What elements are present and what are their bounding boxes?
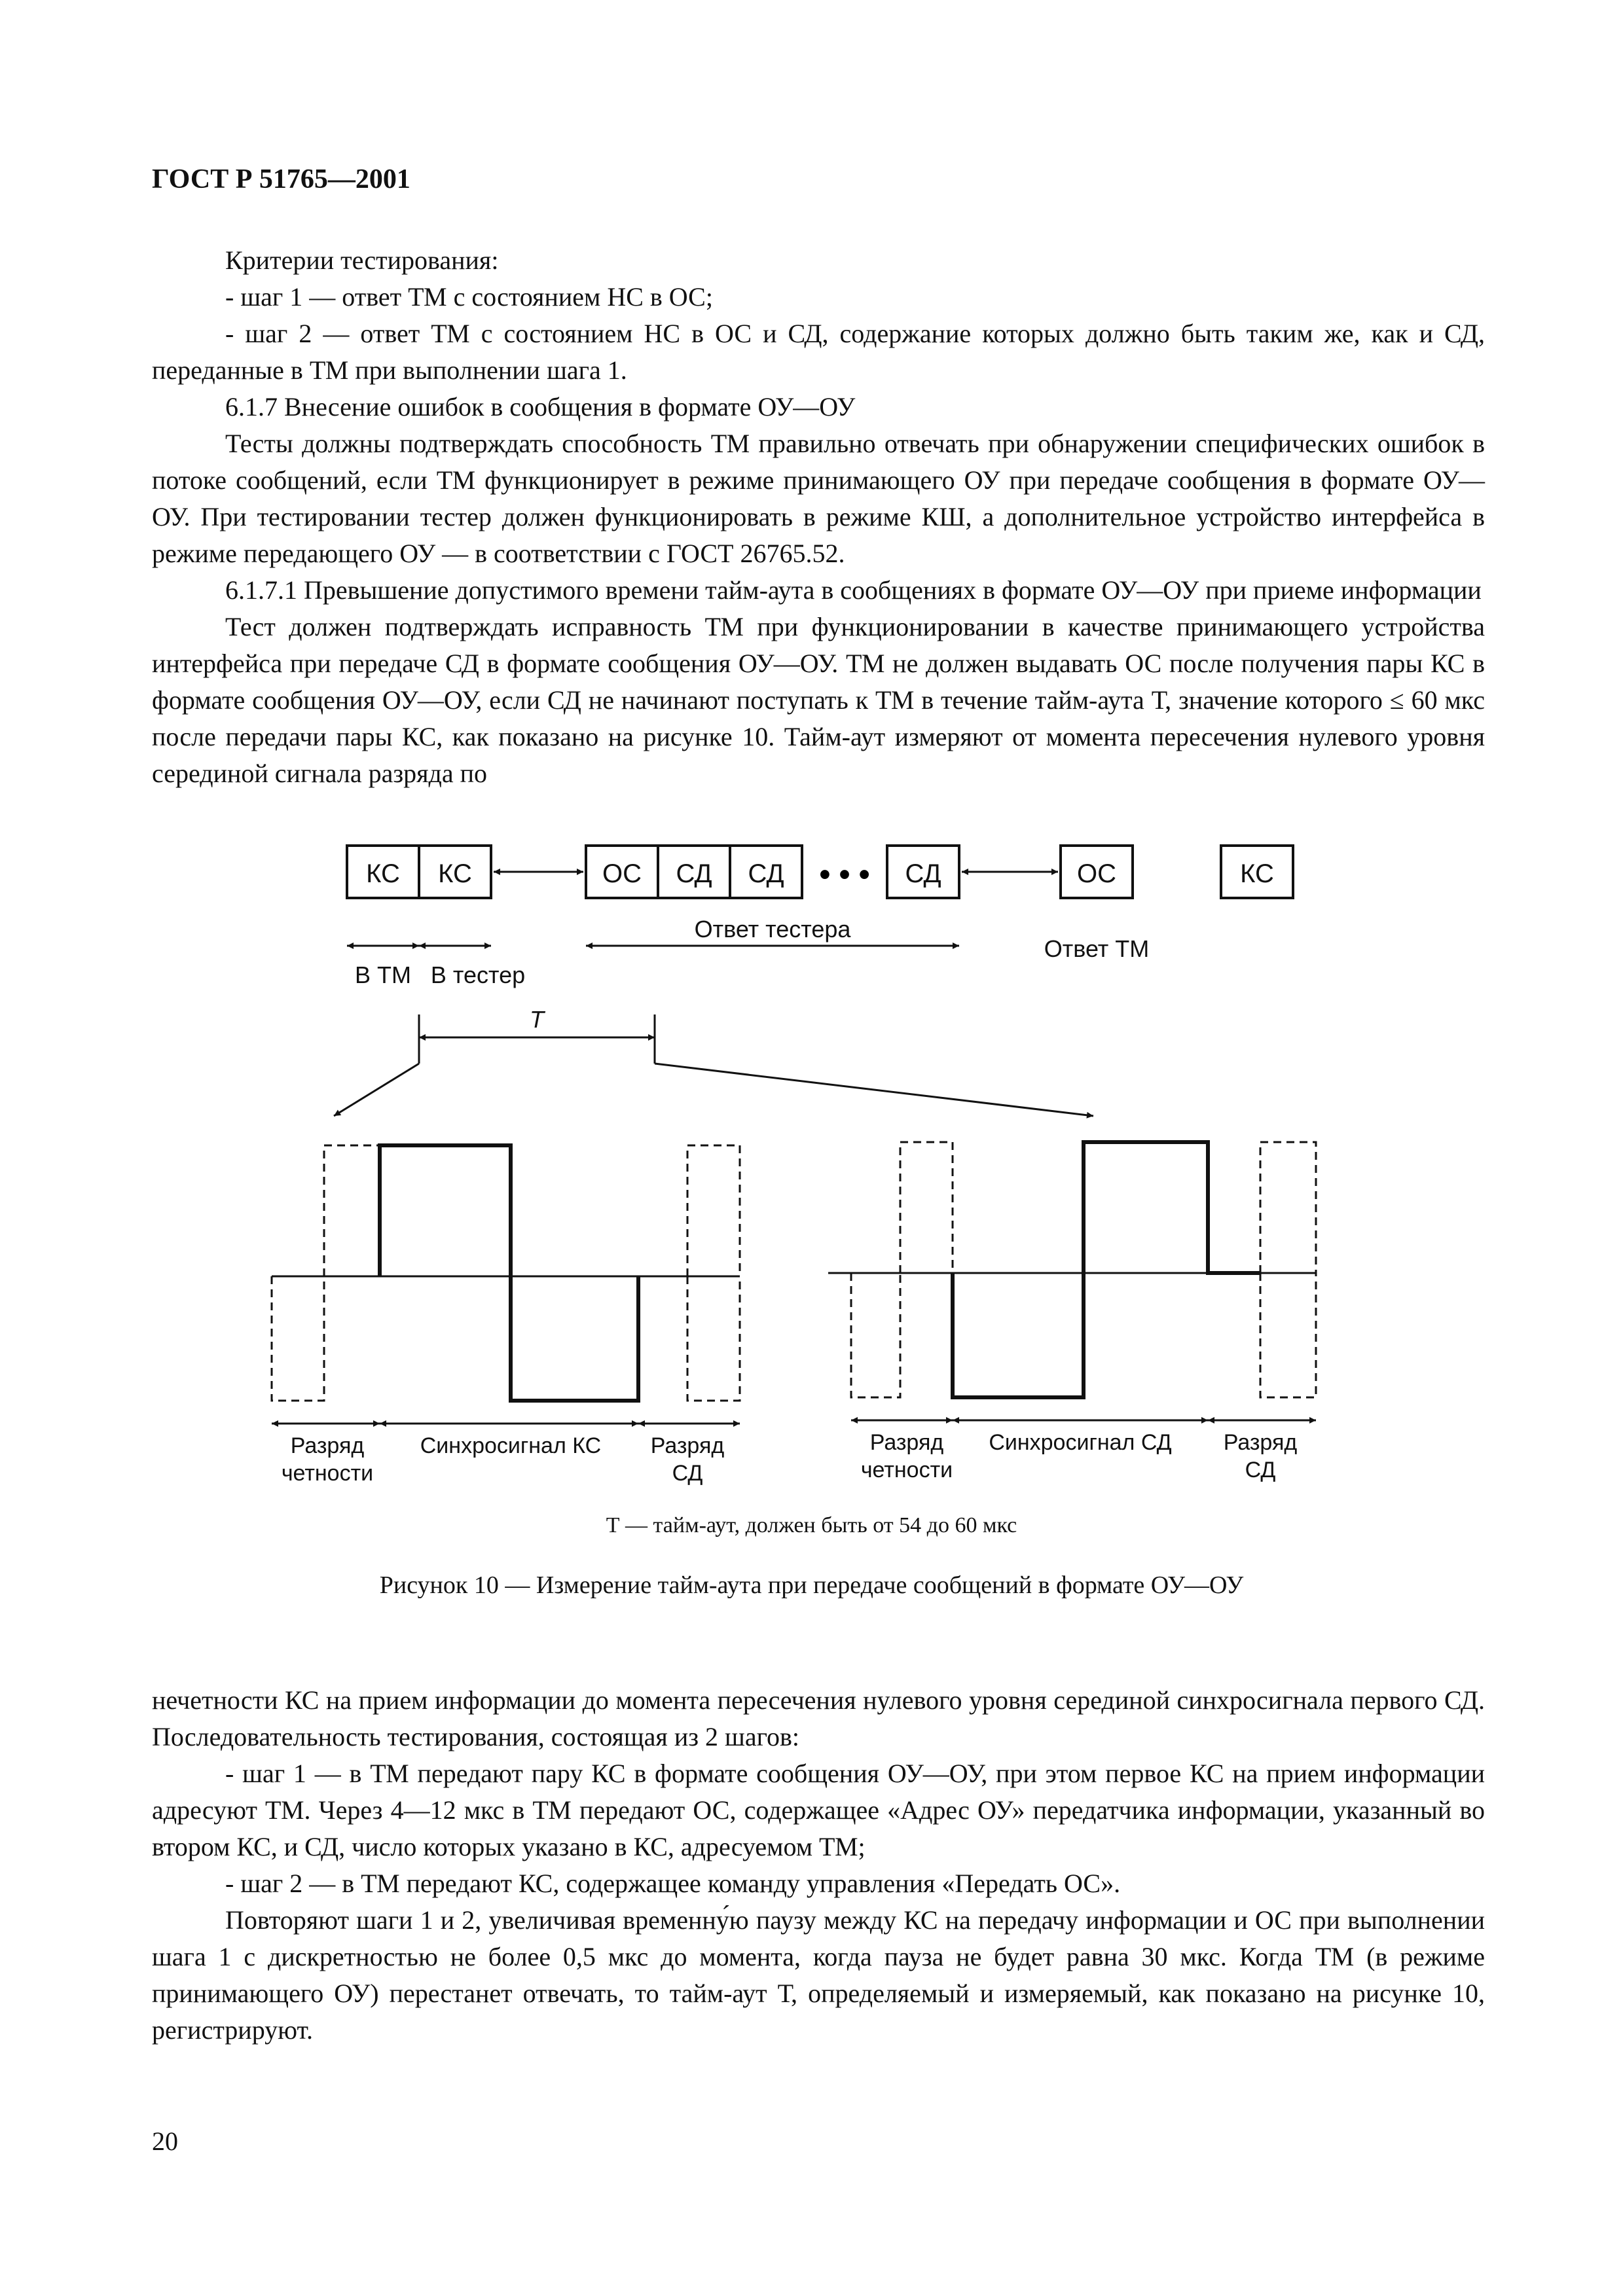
ellipsis: • • • [819,857,870,892]
label-parity: четности [281,1461,374,1486]
paragraph: нечетности КС на прием информации до момента пересечения нулевого уровня серединой синхросигнала первого СД. Последовательность тестирования, состоящая из 2 шагов: [152,1685,1485,1751]
label-parity: Разряд [869,1430,944,1455]
paragraph: Повторяют шаги 1 и 2, увеличивая временну́ю паузу между КС на передачу информации и ОС при выполнении шага 1 с дискретностью не более 0,5 мкс до момента, когда пауза не будет равна 30 мкс. Когда ТМ (в режиме принимающего ОУ) перестанет отвечать, то тайм-аут Т, определяемый и измеряемый, как показано на рисунке 10, регистрируют. [152,1905,1485,2045]
label-data-bit: СД [672,1461,703,1486]
label-parity: четности [860,1458,953,1482]
label-sync-ks: Синхросигнал КС [420,1433,602,1458]
box-label: КС [366,859,400,888]
text-block-bottom [152,1682,1485,2049]
box-label: СД [676,859,712,888]
box-label: СД [905,859,941,888]
paragraph: Тесты должны подтверждать способность ТМ правильно отвечать при обнаружении специфических ошибок в потоке сообщений, если ТМ функционирует в режиме принимающего ОУ при передаче сообщения в формате ОУ—ОУ. При тестировании тестер должен функционировать в режиме КШ, а дополнительное устройство интерфейса в режиме передающего ОУ — в соответствии с ГОСТ 26765.52. [152,429,1485,568]
figure-note: Т — тайм-аут, должен быть от 54 до 60 мкс [606,1513,1017,1537]
sync-ks-waveform [380,1145,638,1401]
tester-reply-label: Ответ тестера [694,916,851,942]
box-label: СД [748,859,784,888]
box-label: ОС [1077,859,1116,888]
sync-sd-waveform [953,1142,1260,1397]
paragraph: - шаг 1 — в ТМ передают пару КС в формате сообщения ОУ—ОУ, при этом первое КС на прием информации адресуют ТМ. Через 4—12 мкс в ТМ передают ОС, содержащее «Адрес ОУ» передатчика информации, указанный во втором КС, и СД, число которых указано в КС, адресуемом ТМ; [152,1759,1485,1861]
label-sync-sd: Синхросигнал СД [989,1430,1172,1455]
box-label: КС [1240,859,1274,888]
label-parity: Разряд [290,1433,365,1458]
paragraph: - шаг 2 — в ТМ передают КС, содержащее команду управления «Передать ОС». [225,1869,1121,1898]
to-tm-label: В ТМ [355,961,411,988]
paragraph: Тест должен подтверждать исправность ТМ при функционировании в качестве принимающего устройства интерфейса при передаче СД в формате сообщения ОУ—ОУ. ТМ не должен выдавать ОС после получения пары КС в формате сообщения ОУ—ОУ, если СД не начинают поступать к ТМ в течение тайм-аута Т, значение которого ≤ 60 мкс после передачи пары КС, как показано на рисунке 10. Тайм-аут измеряют от момента пересечения нулевого уровня серединой сигнала разряда по [152,612,1485,788]
section-heading: 6.1.7 Внесение ошибок в сообщения в формате ОУ—ОУ [225,392,856,422]
to-tester-label: В тестер [430,961,526,988]
section-heading: 6.1.7.1 Превышение допустимого времени тайм-аута в сообщениях в формате ОУ—ОУ при приеме информации [225,575,1482,605]
label-data-bit: Разряд [650,1433,725,1458]
timeout-symbol: T [530,1006,544,1033]
figure-caption: Рисунок 10 — Измерение тайм-аута при передаче сообщений в формате ОУ—ОУ [379,1571,1244,1599]
label-data-bit: СД [1245,1458,1276,1482]
label-data-bit: Разряд [1223,1430,1298,1455]
paragraph: Критерии тестирования: [225,245,499,275]
text-block-top [152,242,1485,792]
paragraph: - шаг 2 — ответ ТМ с состоянием НС в ОС и СД, содержание которых должно быть таким же, как и СД, переданные в ТМ при выполнении шага 1. [152,319,1485,385]
tm-reply-label: Ответ ТМ [1044,935,1150,962]
page-number: 20 [152,2126,178,2156]
box-label: ОС [602,859,642,888]
box-label: КС [438,859,472,888]
figure-10-diagram [0,812,1623,1505]
paragraph: - шаг 1 — ответ ТМ с состоянием НС в ОС; [225,282,713,312]
document-header: ГОСТ Р 51765—2001 [152,164,410,194]
